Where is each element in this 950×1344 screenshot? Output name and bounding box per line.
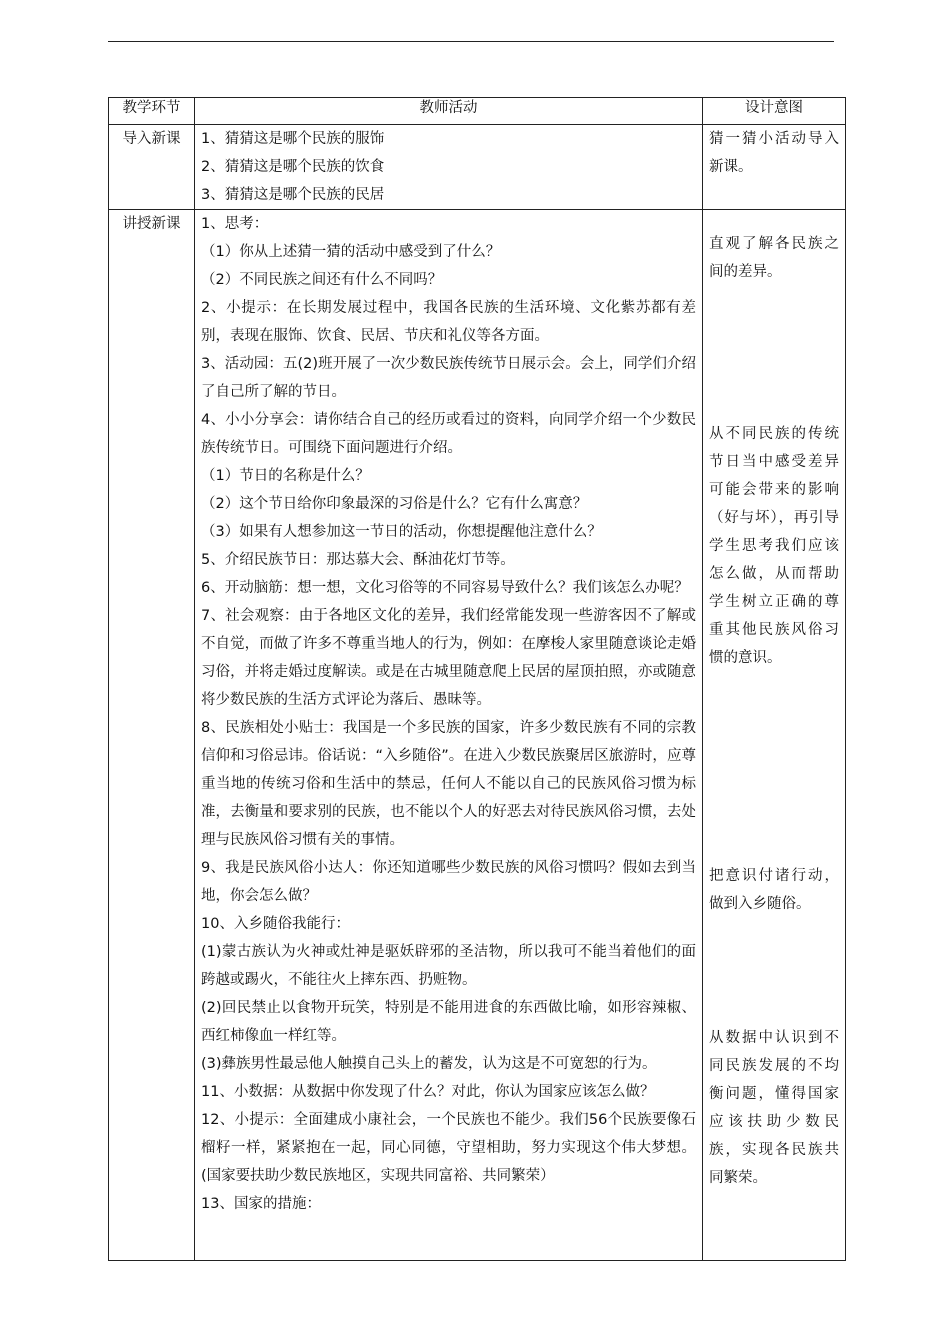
activity-item: 4、小小分享会：请你结合自己的经历或看过的资料，向同学介绍一个少数民族传统节日。可围绕下面问题进行介绍。 xyxy=(201,412,696,456)
activity-item: （1）节日的名称是什么？ xyxy=(201,468,370,484)
activities-new-lesson xyxy=(195,210,703,1261)
activity-item: (3)彝族男性最忌他人触摸自己头上的蓄发，认为这是不可宽恕的行为。 xyxy=(201,1056,657,1072)
intent-intro: 猜一猜小活动导入新课。 xyxy=(703,125,846,210)
header-activities: 教师活动 xyxy=(195,98,703,125)
activity-item: 1、猜猜这是哪个民族的服饰 xyxy=(201,131,385,147)
activity-item: 3、猜猜这是哪个民族的民居 xyxy=(201,187,385,203)
activity-item: 1、思考： xyxy=(201,216,269,232)
activity-item: （1）你从上述猜一猜的活动中感受到了什么？ xyxy=(201,244,501,260)
stage-intro: 导入新课 xyxy=(109,125,195,210)
activity-item: 7、社会观察：由于各地区文化的差异，我们经常能发现一些游客因不了解或不自觉，而做了许多不尊重当地人的行为，例如：在摩梭人家里随意谈论走婚习俗，并将走婚过度解读。或是在古城里随意爬上民居的屋顶拍照，亦或随意将少数民族的生活方式评论为落后、愚昧等。 xyxy=(201,608,696,708)
intent-note: 直观了解各民族之间的差异。 xyxy=(709,236,839,280)
table-row-new-lesson xyxy=(109,210,846,1261)
header-intent: 设计意图 xyxy=(703,98,846,125)
activity-item: 9、我是民族风俗小达人：你还知道哪些少数民族的风俗习惯吗？假如去到当地，你会怎么做？ xyxy=(201,860,696,904)
table-header-row xyxy=(109,98,846,125)
activities-intro xyxy=(195,125,703,210)
activity-item: 5、介绍民族节日：那达慕大会、酥油花灯节等。 xyxy=(201,552,515,568)
page-header-rule xyxy=(108,41,834,42)
activity-item: 2、小提示：在长期发展过程中，我国各民族的生活环境、文化紫苏都有差别，表现在服饰、饮食、民居、节庆和礼仪等各方面。 xyxy=(201,300,696,344)
stage-new-lesson: 讲授新课 xyxy=(109,210,195,1261)
activity-item: （3）如果有人想参加这一节日的活动，你想提醒他注意什么？ xyxy=(201,524,602,540)
intent-note: 从不同民族的传统节日当中感受差异可能会带来的影响（好与坏），再引导学生思考我们应该怎么做，从而帮助学生树立正确的尊重其他民族风俗习惯的意识。 xyxy=(709,426,839,666)
intents-new-lesson xyxy=(703,210,846,1261)
lesson-plan-table xyxy=(108,97,846,1261)
intent-note: 把意识付诸行动，做到入乡随俗。 xyxy=(709,868,839,912)
activity-item: （2）这个节日给你印象最深的习俗是什么？它有什么寓意？ xyxy=(201,496,588,512)
table-row-intro xyxy=(109,125,846,210)
activity-item: 8、民族相处小贴士：我国是一个多民族的国家，许多少数民族有不同的宗教信仰和习俗忌讳。俗话说：“入乡随俗”。在进入少数民族聚居区旅游时，应尊重当地的传统习俗和生活中的禁忌，任何人不能以自己的民族风俗习惯为标准，去衡量和要求别的民族，也不能以个人的好恶去对待民族风俗习惯，去处理与民族风俗习惯有关的事情。 xyxy=(201,720,696,848)
header-stage: 教学环节 xyxy=(109,98,195,125)
activity-item: 6、开动脑筋：想一想，文化习俗等的不同容易导致什么？我们该怎么办呢？ xyxy=(201,580,689,596)
activity-item: 11、小数据：从数据中你发现了什么？对此，你认为国家应该怎么做？ xyxy=(201,1084,655,1100)
activity-item: （2）不同民族之间还有什么不同吗？ xyxy=(201,272,443,288)
activity-item: 12、小提示：全面建成小康社会，一个民族也不能少。我们56个民族要像石榴籽一样，紧紧抱在一起，同心同德，守望相助，努力实现这个伟大梦想。(国家要扶助少数民族地区，实现共同富裕、共同繁荣） xyxy=(201,1112,696,1184)
activity-item: 13、国家的措施： xyxy=(201,1196,321,1212)
activity-item: 3、活动园：五(2)班开展了一次少数民族传统节日展示会。会上，同学们介绍了自己所了解的节日。 xyxy=(201,356,696,400)
activity-item: 2、猜猜这是哪个民族的饮食 xyxy=(201,159,385,175)
activity-item: (2)回民禁止以食物开玩笑，特别是不能用进食的东西做比喻，如形容辣椒、西红柿像血一样红等。 xyxy=(201,1000,696,1044)
activity-item: (1)蒙古族认为火神或灶神是驱妖辟邪的圣洁物，所以我可不能当着他们的面跨越或踢火，不能往火上摔东西、扔赃物。 xyxy=(201,944,696,988)
activity-item: 10、入乡随俗我能行： xyxy=(201,916,350,932)
intent-note: 从数据中认识到不同民族发展的不均衡问题，懂得国家应该扶助少数民族，实现各民族共同繁荣。 xyxy=(709,1030,839,1186)
